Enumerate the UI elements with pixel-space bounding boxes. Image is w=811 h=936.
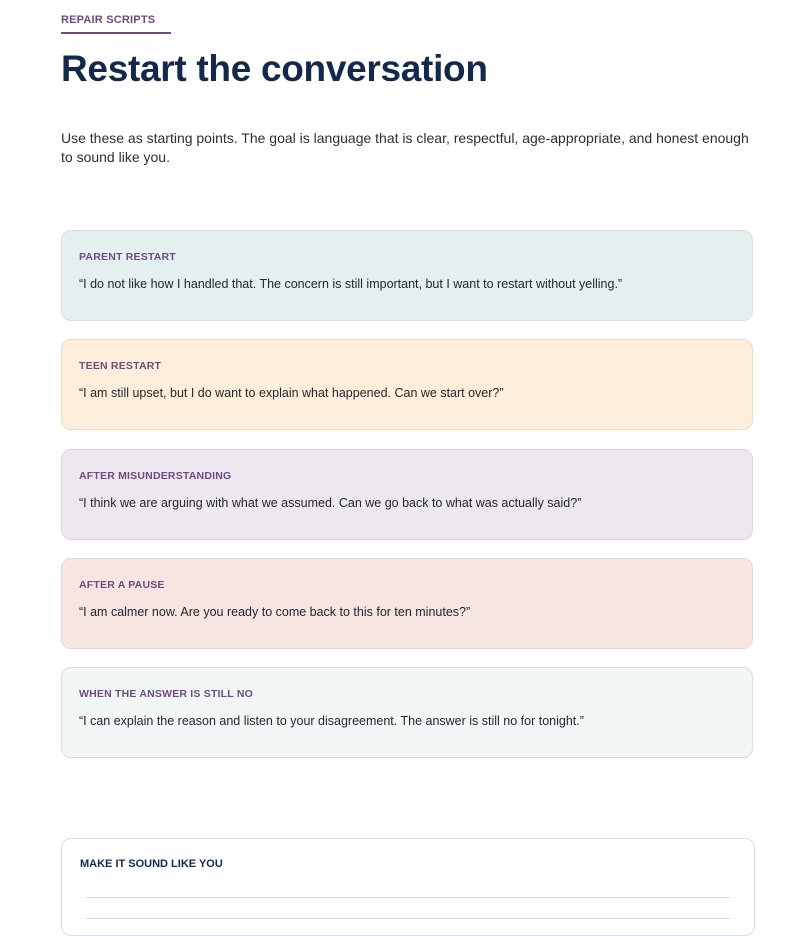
script-card-quote: “I can explain the reason and listen to your disagreement. The answer is still no for tonight.” [79,714,584,728]
script-card-after-misunderstanding [61,449,753,540]
script-card-label: WHEN THE ANSWER IS STILL NO [79,688,253,700]
notes-label: MAKE IT SOUND LIKE YOU [80,858,223,870]
script-card-quote: “I am still upset, but I do want to explain what happened. Can we start over?” [79,386,504,400]
script-card-label: PARENT RESTART [79,251,176,263]
script-card-label: AFTER MISUNDERSTANDING [79,470,232,482]
script-card-quote: “I think we are arguing with what we assumed. Can we go back to what was actually said?” [79,496,582,510]
script-card-answer-still-no [61,667,753,758]
script-card-label: AFTER A PAUSE [79,579,165,591]
section-eyebrow: REPAIR SCRIPTS [61,14,171,34]
intro-text: Use these as starting points. The goal is language that is clear, respectful, age-appropriate, and honest enough to sound like you. [61,130,749,165]
script-card-quote: “I am calmer now. Are you ready to come back to this for ten minutes?” [79,605,471,619]
script-card-parent-restart [61,230,753,321]
page-title: Restart the conversation [61,48,488,89]
script-card-after-a-pause [61,558,753,649]
writing-line[interactable] [86,897,730,898]
writing-line[interactable] [86,918,730,919]
notes-box [61,838,755,936]
script-card-label: TEEN RESTART [79,360,162,372]
script-card-teen-restart [61,339,753,430]
script-card-quote: “I do not like how I handled that. The concern is still important, but I want to restart without yelling.” [79,277,623,291]
